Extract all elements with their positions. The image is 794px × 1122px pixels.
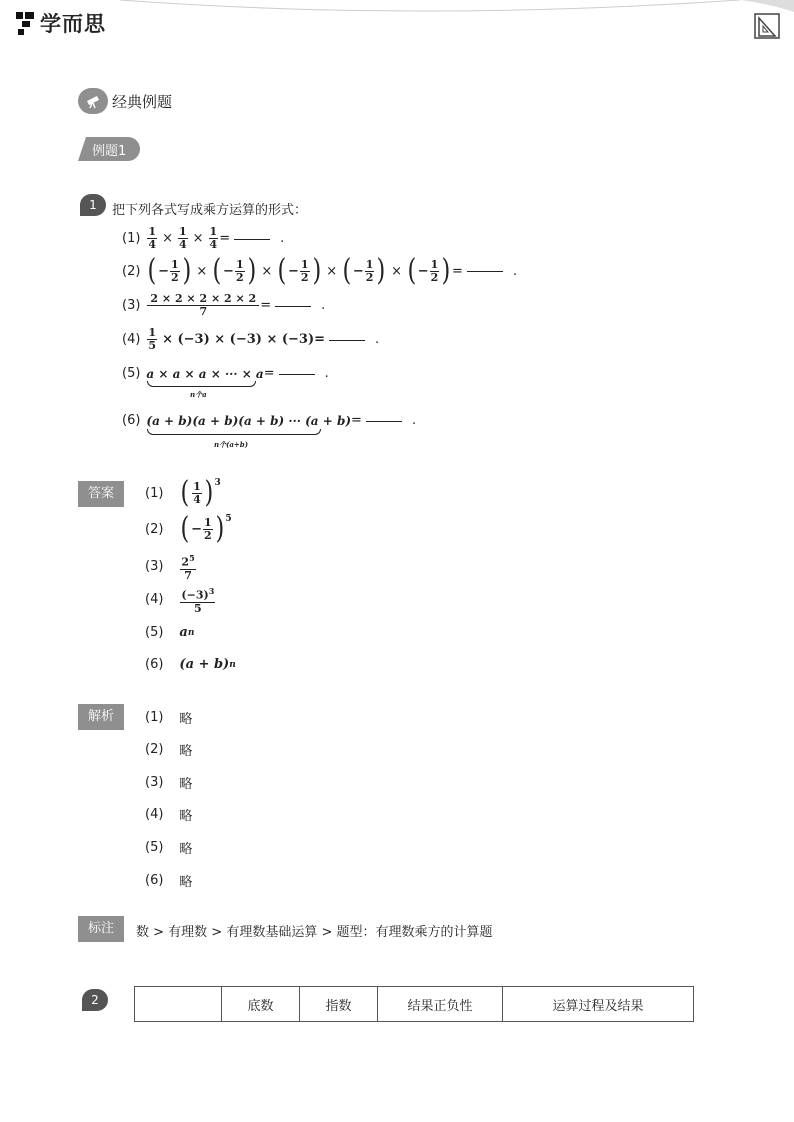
question-prompt: 把下列各式写成乘方运算的形式： bbox=[112, 203, 308, 218]
q1-item-2: (2) ( − $\frac{1}{2}$ ) × ( − $\frac{1}{2}$ ) × ( − $\frac{1}{2}$ ) × ( − $\frac{1}{2}$ ) × ( − $\frac{1}{2}$ ) = . bbox=[122, 253, 518, 288]
fraction: $\frac{1}{4}$ bbox=[178, 225, 187, 251]
answer-6: (6) (a + b) n bbox=[145, 657, 236, 672]
example-tag bbox=[78, 137, 140, 161]
note-text: 数 > 有理数 > 有理数基础运算 > 题型：有理数乘方的计算题 bbox=[136, 925, 493, 940]
answer-4: (4) $\frac{(-3)^3}{5}$ bbox=[145, 586, 215, 615]
analysis-item: (6) 略 bbox=[145, 873, 193, 890]
section-title: 经典例题 bbox=[112, 92, 173, 111]
fraction: $\frac{1}{5}$ bbox=[148, 326, 157, 352]
underbrace bbox=[147, 429, 321, 435]
q2-table bbox=[134, 986, 694, 1022]
expression: a × a × a × ··· × a bbox=[146, 366, 264, 381]
table-header-cell: 结果正负性 bbox=[378, 987, 503, 1022]
note-tag: 标注 bbox=[78, 916, 124, 942]
underbrace-label: n个a bbox=[190, 390, 207, 399]
item-label: (5) bbox=[122, 366, 141, 381]
answer-blank[interactable] bbox=[234, 238, 270, 240]
question-number-badge: 2 bbox=[82, 989, 108, 1011]
table-row bbox=[135, 987, 694, 1022]
section-heading bbox=[78, 88, 172, 114]
item-label: (6) bbox=[122, 413, 141, 428]
expression: × (−3) × (−3) × (−3)= bbox=[162, 332, 325, 347]
example-tag-label: 例题1 bbox=[92, 143, 127, 159]
expression: (a + b)(a + b)(a + b) ··· (a + b) bbox=[146, 413, 352, 428]
q1-item-3: (3) $\frac{2 \times 2 \times 2 \times 2 \times 2}{7}$ = . bbox=[122, 292, 326, 318]
analysis-item: (4) 略 bbox=[145, 807, 193, 824]
analysis-item: (5) 略 bbox=[145, 840, 193, 857]
underbrace-label: n个(a+b) bbox=[214, 440, 249, 449]
analysis-item: (3) 略 bbox=[145, 775, 193, 792]
underbrace bbox=[147, 381, 256, 387]
answer-3: (3) $\frac{2^5}{7}$ bbox=[145, 553, 195, 582]
analysis-item: (1) 略 bbox=[145, 710, 193, 727]
logo-text: 学而思 bbox=[40, 12, 106, 36]
q1-item-5: (5) a × a × a × ··· × a = . bbox=[122, 366, 329, 381]
answer-5: (5) a n bbox=[145, 625, 195, 640]
table-header-cell: 运算过程及结果 bbox=[503, 987, 694, 1022]
answer-blank[interactable] bbox=[329, 339, 365, 341]
answer-blank[interactable] bbox=[366, 420, 402, 422]
header-curve bbox=[0, 0, 794, 20]
question-number-badge: 1 bbox=[80, 194, 106, 216]
q1-item-4: (4) $\frac{1}{5}$ × (−3) × (−3) × (−3)= . bbox=[122, 326, 380, 352]
analysis-tag: 解析 bbox=[78, 704, 124, 730]
item-label: (1) bbox=[122, 231, 141, 246]
answer-2: (2) ( − $\frac{1}{2}$ ) 5 bbox=[145, 511, 232, 546]
fraction: $\frac{2 \times 2 \times 2 \times 2 \times 2}{7}$ bbox=[147, 293, 259, 318]
q1-item-6: (6) (a + b)(a + b)(a + b) ··· (a + b) = . bbox=[122, 413, 417, 428]
table-header-cell bbox=[135, 987, 222, 1022]
item-label: (3) bbox=[122, 298, 141, 313]
answer-tag: 答案 bbox=[78, 481, 124, 507]
table-header-cell: 指数 bbox=[300, 987, 378, 1022]
answer-blank[interactable] bbox=[467, 270, 503, 272]
item-label: (4) bbox=[122, 332, 141, 347]
fraction: $\frac{1}{4}$ bbox=[148, 225, 157, 251]
telescope-icon bbox=[78, 88, 108, 114]
q1-item-1: (1) $\frac{1}{4}$ × $\frac{1}{4}$ × $\frac{1}{4}$ = . bbox=[122, 225, 285, 251]
ruler-corner-icon bbox=[753, 12, 781, 40]
example-tag-notch bbox=[78, 137, 86, 161]
analysis-item: (2) 略 bbox=[145, 742, 193, 759]
answer-blank[interactable] bbox=[279, 373, 315, 375]
fraction: $\frac{1}{4}$ bbox=[209, 225, 218, 251]
item-label: (2) bbox=[122, 263, 141, 279]
answer-blank[interactable] bbox=[275, 305, 311, 307]
answer-1: (1) ( $\frac{1}{4}$ ) 3 bbox=[145, 475, 221, 510]
table-header-cell: 底数 bbox=[222, 987, 300, 1022]
